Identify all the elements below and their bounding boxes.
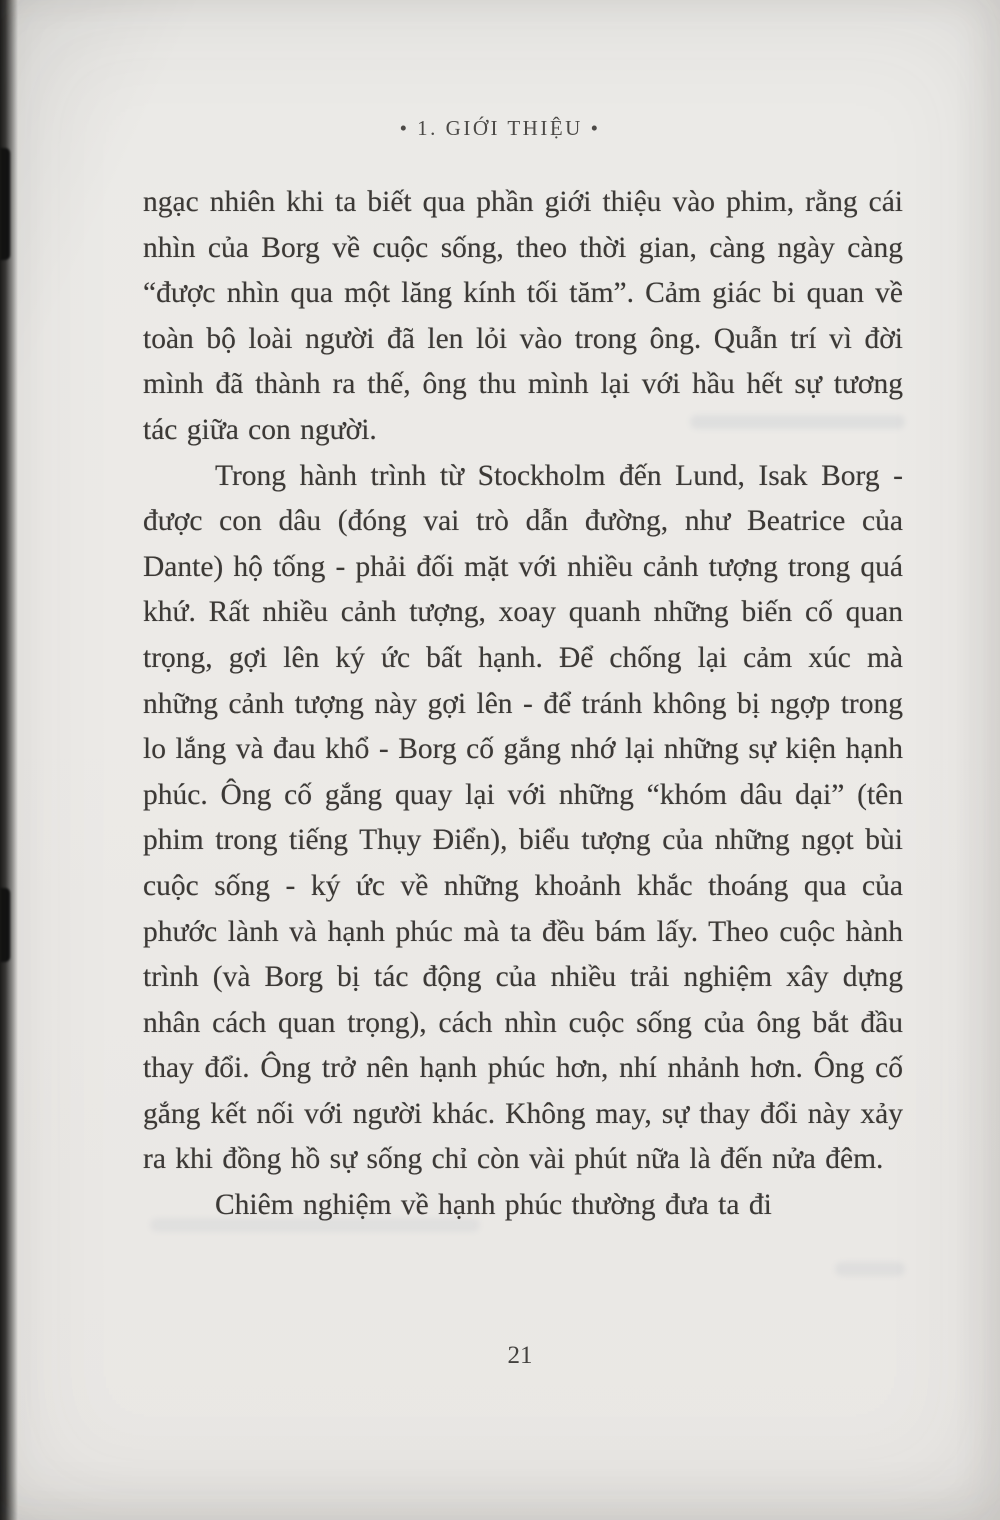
chapter-running-header: • 1. GIỚI THIỆU • [399,116,601,140]
paragraph-start: Chiêm nghiệm về hạnh phúc thường đưa ta đi [215,1189,772,1222]
paragraph-continuation: ngạc nhiên khi ta biết qua phần giới thiệu vào phim, rằng cái nhìn của Borg về cuộc sống, theo thời gian, càng ngày càng “được nhìn qua một lăng kính tối tăm”. Cảm giác bi quan về toàn bộ loài người đã len lỏi vào trong ông. Quẫn trí vì đời mình đã thành ra thế, ông thu mình lại với hầu hết sự tương tác giữa con người. [143,186,903,446]
page-body [143,180,903,1229]
paragraph: Trong hành trình từ Stockholm đến Lund, Isak Borg - được con dâu (đóng vai trò dẫn đường, như Beatrice của Dante) hộ tống - phải đối mặt với nhiều cảnh tượng trong quá khứ. Rất nhiều cảnh tượng, xoay quanh những biến cố quan trọng, gợi lên ký ức bất hạnh. Để chống lại cảm xúc mà những cảnh tượng này gợi lên - để tránh không bị ngợp trong lo lắng và đau khổ - Borg cố gắng nhớ lại những sự kiện hạnh phúc. Ông cố gắng quay lại với những “khóm dâu dại” (tên phim trong tiếng Thụy Điển), biểu tượng của những ngọt bùi cuộc sống - ký ức về những khoảnh khắc thoáng qua của phước lành và hạnh phúc mà ta đều bám lấy. Theo cuộc hành trình (và Borg bị tác động của nhiều trải nghiệm xây dựng nhân cách quan trọng), cách nhìn cuộc sống của ông bắt đầu thay đổi. Ông trở nên hạnh phúc hơn, nhí nhảnh hơn. Ông cố gắng kết nối với người khác. Không may, sự thay đổi này xảy ra khi đồng hồ sự sống chỉ còn vài phút nữa là đến nửa đêm. [143,459,903,1176]
page-number: 21 [507,1342,533,1369]
